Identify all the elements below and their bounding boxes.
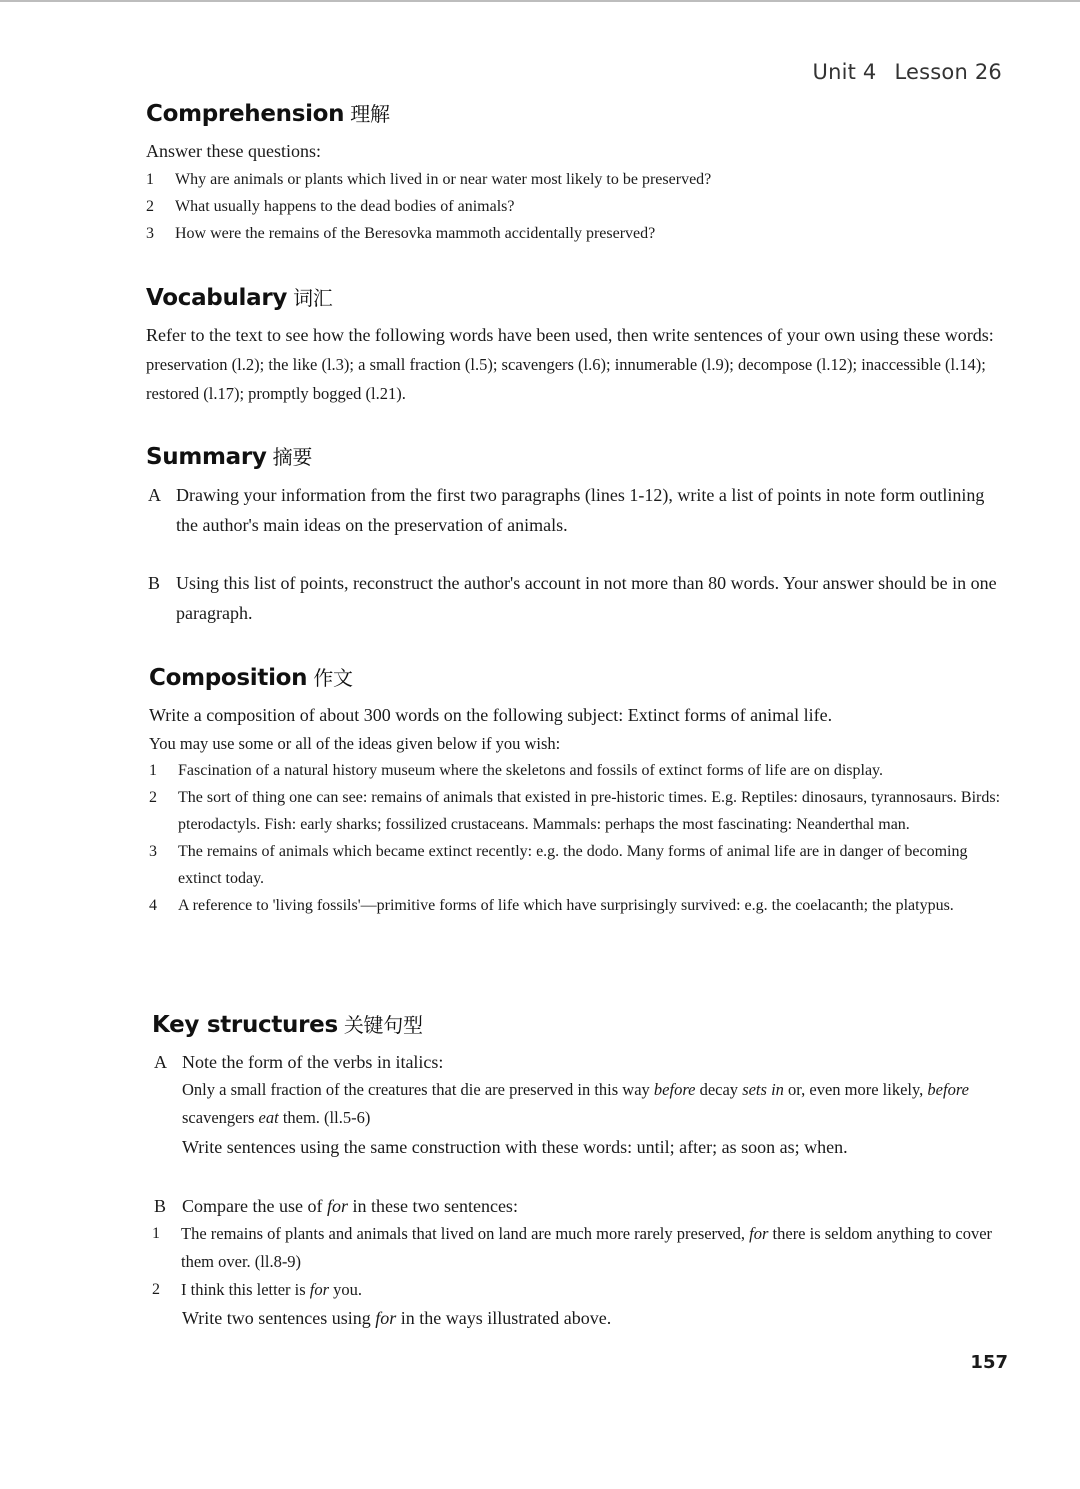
key-structures-heading — [152, 1009, 1014, 1038]
idea-text: Fascination of a natural history museum where the skeletons and fossils of extinct forms of life are on display. — [178, 762, 884, 779]
example-text: decay — [695, 1080, 743, 1099]
sentence-text: there is seldom anything to cover them over. (ll.8-9) — [181, 1224, 993, 1271]
summary-text: Using this list of points, reconstruct the author's account in not more than 80 words. Your answer should be in one paragraph. — [176, 573, 997, 623]
page-number: 157 — [970, 1352, 1008, 1373]
key-structure-a-example — [152, 1076, 1014, 1132]
lesson-label: Lesson 26 — [894, 60, 1002, 84]
comprehension-section — [146, 98, 1008, 247]
task-text: in the ways illustrated above. — [396, 1308, 612, 1328]
key-structures-title-cn: 关键句型 — [343, 1013, 423, 1037]
vocabulary-word-list: preservation (l.2); the like (l.3); a small fraction (l.5); scavengers (l.6); innumerable (l.9); decompose (l.12); inaccessible (l.14); restored (l.17); promptly bogged (l.21). — [146, 355, 986, 403]
comprehension-intro: Answer these questions: — [146, 141, 321, 161]
sentence-text: The remains of plants and animals that lived on land are much more rarely preserved, — [181, 1224, 750, 1243]
idea-text: The sort of thing one can see: remains of animals that existed in pre-historic times. E.g. Reptiles: dinosaurs, tyrannosaurs. Birds: pterodactyls. Fish: early sharks; fossilized crustaceans. Mammals: perhaps the most fascinating: Neanderthal man. — [178, 789, 1001, 833]
sentence-number: 2 — [152, 1281, 160, 1298]
key-structure-b-task — [152, 1304, 1014, 1332]
vocabulary-lead: Refer to the text to see how the following words have been used, then write sentences of your own using these words: — [146, 325, 994, 345]
unit-label: Unit 4 — [812, 60, 877, 84]
sentence-text: you. — [329, 1280, 363, 1299]
running-header — [813, 60, 1003, 84]
question-number: 1 — [146, 171, 154, 188]
example-italic: eat — [258, 1108, 279, 1127]
idea-number: 2 — [149, 789, 157, 806]
composition-ideas — [149, 757, 1011, 919]
idea-number: 1 — [149, 762, 157, 779]
key-structure-b-sentences — [152, 1220, 1014, 1304]
composition-intro: Write a composition of about 300 words on the following subject: Extinct forms of animal life. — [149, 705, 833, 725]
question-item — [146, 166, 1008, 193]
composition-section — [149, 662, 1011, 919]
composition-title-cn: 作文 — [313, 666, 353, 690]
question-text: What usually happens to the dead bodies of animals? — [175, 198, 515, 215]
sentence-item — [152, 1220, 1014, 1276]
comprehension-questions — [146, 166, 1008, 247]
key-structure-a-title: Note the form of the verbs in italics: — [182, 1052, 444, 1072]
idea-item — [149, 892, 1011, 919]
comprehension-heading — [146, 98, 1008, 127]
idea-number: 3 — [149, 843, 157, 860]
question-text: How were the remains of the Beresovka mammoth accidentally preserved? — [175, 225, 656, 242]
question-number: 2 — [146, 198, 154, 215]
idea-text: The remains of animals which became extinct recently: e.g. the dodo. Many forms of animal life are in danger of becoming extinct today. — [178, 843, 968, 887]
comprehension-title: Comprehension — [146, 101, 345, 127]
sentence-number: 1 — [152, 1225, 160, 1242]
summary-text: Drawing your information from the first two paragraphs (lines 1-12), write a list of points in note form outlining the author's main ideas on the preservation of animals. — [176, 485, 985, 535]
heading-italic: for — [326, 1196, 348, 1216]
sentence-item — [152, 1276, 1014, 1304]
key-structures-section — [152, 1009, 1014, 1332]
example-text: them. (ll.5-6) — [278, 1108, 371, 1127]
key-structure-letter: B — [154, 1196, 167, 1216]
key-structure-b-heading — [152, 1192, 1014, 1220]
summary-heading — [146, 441, 1008, 470]
example-italic: sets in — [742, 1080, 784, 1099]
vocabulary-title-cn: 词汇 — [293, 286, 333, 310]
task-italic: for — [375, 1308, 397, 1328]
vocabulary-heading — [146, 282, 1008, 311]
summary-letter: B — [148, 573, 161, 593]
example-italic: before — [927, 1080, 969, 1099]
example-text: Only a small fraction of the creatures that die are preserved in this way — [182, 1080, 654, 1099]
key-structure-a-heading — [152, 1048, 1014, 1076]
composition-sub: You may use some or all of the ideas given below if you wish: — [149, 734, 561, 753]
vocabulary-title: Vocabulary — [146, 285, 288, 311]
summary-item — [146, 568, 1008, 628]
example-text: scavengers — [182, 1108, 259, 1127]
composition-heading — [149, 662, 1011, 691]
summary-item — [146, 480, 1008, 540]
summary-title-cn: 摘要 — [272, 445, 313, 469]
heading-text: in these two sentences: — [347, 1196, 518, 1216]
comprehension-title-cn: 理解 — [350, 102, 390, 126]
summary-section — [146, 441, 1008, 628]
question-number: 3 — [146, 225, 154, 242]
idea-item — [149, 838, 1011, 892]
question-item — [146, 220, 1008, 247]
summary-letter: A — [148, 485, 161, 505]
vocabulary-section — [146, 282, 1008, 408]
idea-item — [149, 757, 1011, 784]
summary-title: Summary — [146, 444, 267, 470]
vocabulary-instructions — [146, 321, 1008, 408]
key-structures-title: Key structures — [152, 1012, 338, 1038]
sentence-italic: for — [309, 1280, 330, 1299]
example-italic: before — [653, 1080, 696, 1099]
key-structure-letter: A — [154, 1052, 167, 1072]
example-text: or, even more likely, — [783, 1080, 928, 1099]
task-text: Write two sentences using — [182, 1308, 376, 1328]
idea-item — [149, 784, 1011, 838]
idea-number: 4 — [149, 897, 157, 914]
heading-text: Compare the use of — [182, 1196, 327, 1216]
sentence-italic: for — [749, 1224, 769, 1243]
sentence-text: I think this letter is — [181, 1280, 310, 1299]
key-structure-a-task: Write sentences using the same construction with these words: until; after; as soon as; when. — [182, 1137, 848, 1157]
question-text: Why are animals or plants which lived in or near water most likely to be preserved? — [175, 171, 712, 188]
composition-title: Composition — [149, 665, 308, 691]
idea-text: A reference to 'living fossils'—primitive forms of life which have surprisingly survived: e.g. the coelacanth; the platypus. — [178, 897, 954, 914]
question-item — [146, 193, 1008, 220]
